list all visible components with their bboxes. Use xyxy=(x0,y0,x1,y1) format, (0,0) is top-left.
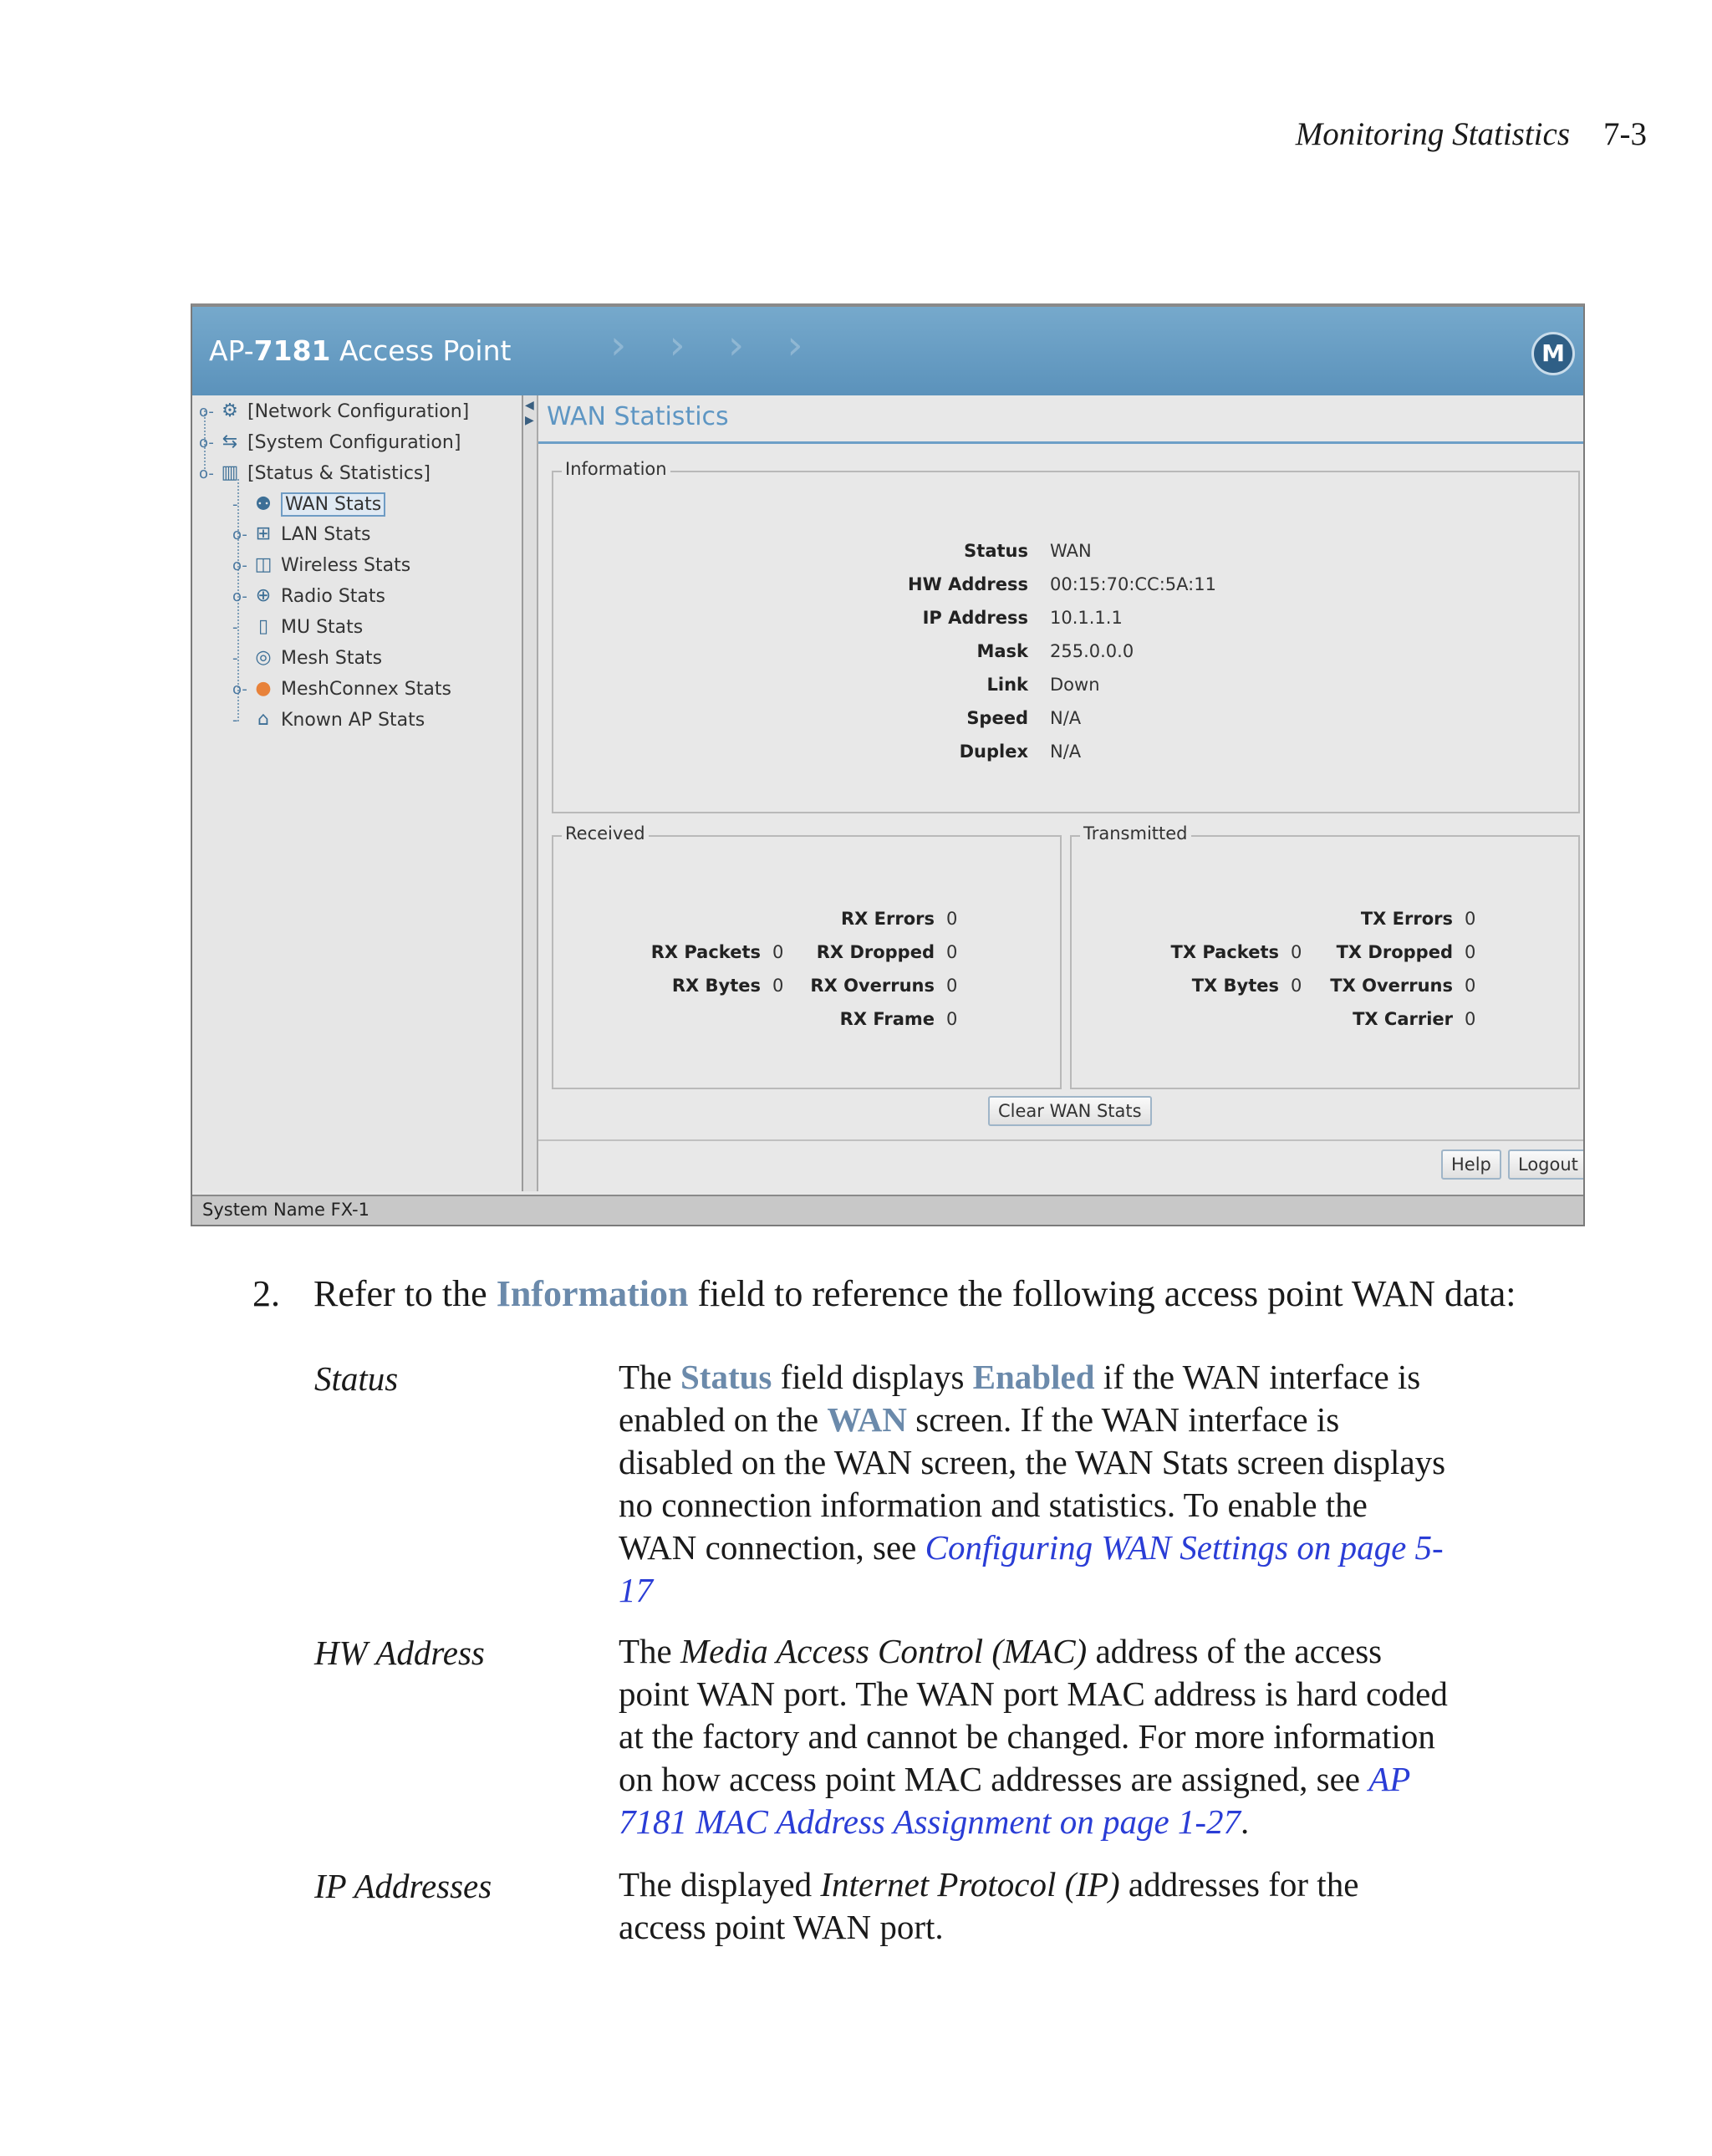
stat-key-label: Mask xyxy=(976,641,1028,661)
term-status: Status xyxy=(314,1359,399,1398)
stat-key-label: RX Overruns xyxy=(810,976,935,996)
step-text: Refer to the Information field to reference the following access point WAN data: xyxy=(313,1273,1516,1314)
meshconnex-icon: ● xyxy=(255,678,272,699)
stat-key-label: TX Bytes xyxy=(1191,976,1279,996)
stat-key-label: TX Dropped xyxy=(1336,942,1453,962)
stat-value: 0 xyxy=(946,1009,958,1029)
stat-value: 0 xyxy=(772,942,784,962)
stat-key xyxy=(777,641,1028,665)
stat-key-label: Speed xyxy=(966,708,1028,728)
button-divider xyxy=(538,1139,1583,1141)
tree-item-known-ap-stats[interactable]: - ⌂ Known AP Stats xyxy=(232,709,425,731)
information-label: Information xyxy=(562,459,670,479)
stat-key xyxy=(777,708,1028,731)
stat-key xyxy=(1202,976,1453,999)
term-hw-address: HW Address xyxy=(314,1634,485,1672)
expand-right-icon[interactable]: ▶ xyxy=(525,414,534,427)
expand-handle-icon[interactable]: o- xyxy=(232,680,247,698)
link-configuring-wan-settings[interactable]: Configuring WAN Settings on page 5- xyxy=(925,1528,1444,1567)
stat-key-label: RX Errors xyxy=(840,909,935,929)
stat-key xyxy=(777,608,1028,631)
stat-value: 0 xyxy=(1291,976,1302,996)
stat-value: 0 xyxy=(1465,1009,1476,1029)
expand-handle-icon[interactable]: o- xyxy=(199,402,214,420)
stat-key xyxy=(1202,1009,1453,1032)
expand-handle-icon[interactable]: o- xyxy=(199,433,214,451)
stat-key xyxy=(777,574,1028,598)
app-title: AP-7181 Access Point xyxy=(209,334,512,367)
stat-value: WAN xyxy=(1050,541,1092,561)
stat-key xyxy=(684,942,935,966)
tree-branch-icon: - xyxy=(232,649,238,667)
tree-item-system-configuration[interactable]: o- ⇆ [System Configuration] xyxy=(199,431,461,453)
stat-key-label: RX Frame xyxy=(839,1009,935,1029)
status-bar: System Name FX-1 xyxy=(192,1195,1583,1225)
transmitted-label: Transmitted xyxy=(1080,823,1191,844)
tree-branch-icon: - xyxy=(232,618,238,636)
app-screenshot xyxy=(191,303,1585,1226)
bar-chart-icon: ▥ xyxy=(221,462,239,483)
stat-value: 10.1.1.1 xyxy=(1050,608,1123,628)
chapter-title: Monitoring Statistics xyxy=(1295,116,1570,152)
description-status: The Status field displays Enabled if the WAN interface is enabled on the WAN screen. If the WAN interface is disabled on the WAN screen, the WAN Stats screen displays no connection information and statistics. To enable the WAN connection, see Configuring WAN Settings on page 5- 17 xyxy=(619,1358,1446,1609)
wan-statistics-panel xyxy=(538,395,1583,1191)
stat-value: N/A xyxy=(1050,708,1082,728)
stat-key-label: RX Bytes xyxy=(671,976,761,996)
stat-value: 0 xyxy=(1291,942,1302,962)
panel-title: WAN Statistics xyxy=(547,402,729,431)
stat-value: 0 xyxy=(946,909,958,929)
link-ap-mac-assignment[interactable]: AP xyxy=(1368,1760,1411,1798)
stat-value: N/A xyxy=(1050,742,1082,762)
tree-branch-icon: - xyxy=(232,711,238,729)
tree-item-mesh-stats[interactable]: - ◎ Mesh Stats xyxy=(232,647,383,669)
stat-key xyxy=(1202,909,1453,932)
stat-key xyxy=(1202,942,1453,966)
title-divider xyxy=(538,441,1583,444)
expand-handle-icon[interactable]: o- xyxy=(232,587,247,605)
tree-branch-icon: - xyxy=(232,496,238,513)
motorola-logo-icon: M xyxy=(1531,332,1575,375)
tree-item-lan-stats[interactable]: o- ⊞ LAN Stats xyxy=(232,523,371,545)
link-configuring-wan-settings-page[interactable]: 17 xyxy=(619,1571,653,1609)
stat-key-label: Status xyxy=(964,541,1028,561)
stat-key xyxy=(684,1009,935,1032)
stat-key xyxy=(684,976,935,999)
wan-stats-icon: ⚉ xyxy=(255,493,272,515)
decorative-arrows-icon: › › › › xyxy=(610,322,818,369)
wireless-stats-icon: ◫ xyxy=(254,554,273,575)
transmitted-group xyxy=(1070,823,1580,1089)
link-ap-mac-assignment-page[interactable]: 7181 MAC Address Assignment on page 1-27 xyxy=(619,1802,1241,1841)
mobile-unit-icon: ▯ xyxy=(257,616,269,637)
stat-key-label: TX Carrier xyxy=(1353,1009,1453,1029)
stat-key-label: RX Packets xyxy=(650,942,761,962)
tree-item-wan-stats[interactable]: - ⚉ WAN Stats xyxy=(232,492,385,517)
stat-key xyxy=(777,675,1028,698)
mesh-stats-icon: ◎ xyxy=(255,647,272,668)
radio-stats-icon: ⊕ xyxy=(255,585,272,606)
clear-wan-stats-button[interactable]: Clear WAN Stats xyxy=(988,1096,1152,1126)
received-group xyxy=(552,823,1062,1089)
stat-value: 0 xyxy=(1465,942,1476,962)
stat-key xyxy=(777,541,1028,564)
tree-item-radio-stats[interactable]: o- ⊕ Radio Stats xyxy=(232,585,385,607)
network-config-icon: ⚙ xyxy=(222,400,238,421)
stat-value: 00:15:70:CC:5A:11 xyxy=(1050,574,1216,594)
expand-handle-icon[interactable]: o- xyxy=(199,464,214,482)
stat-key-label: TX Overruns xyxy=(1330,976,1453,996)
stat-key-label: TX Errors xyxy=(1360,909,1453,929)
page-header xyxy=(1296,115,1647,153)
step-2 xyxy=(252,1272,1516,1315)
stat-value: 0 xyxy=(946,976,958,996)
lan-stats-icon: ⊞ xyxy=(255,523,272,544)
stat-key-label: Link xyxy=(986,675,1028,695)
received-label: Received xyxy=(562,823,649,844)
collapse-left-icon[interactable]: ◀ xyxy=(525,399,534,412)
description-hw-address: The Media Access Control (MAC) address of the access point WAN port. The WAN port MAC address is hard coded at the factory and cannot be changed. For more information on how access point MAC addresses are assigned, see AP 7181 MAC Address Assignment on page 1-27. xyxy=(619,1632,1448,1841)
stat-key-label: HW Address xyxy=(908,574,1028,594)
navigation-tree xyxy=(192,395,523,1191)
tree-item-mu-stats[interactable]: - ▯ MU Stats xyxy=(232,616,364,638)
stat-key xyxy=(684,909,935,932)
transmitted-rows xyxy=(1072,837,1578,1088)
tree-item-meshconnex-stats[interactable]: o- ● MeshConnex Stats xyxy=(232,678,451,700)
expand-handle-icon[interactable]: o- xyxy=(232,525,247,543)
received-rows xyxy=(553,837,1060,1088)
information-rows xyxy=(553,472,1578,812)
stat-value: 0 xyxy=(946,942,958,962)
expand-handle-icon[interactable]: o- xyxy=(232,556,247,574)
system-config-icon: ⇆ xyxy=(222,431,238,452)
tree-item-status-statistics[interactable]: o- ▥ [Status & Statistics] xyxy=(199,462,431,484)
stat-value: 0 xyxy=(1465,976,1476,996)
stat-key-label: Duplex xyxy=(959,742,1028,762)
stat-value: Down xyxy=(1050,675,1100,695)
logout-button[interactable]: Logout xyxy=(1508,1149,1585,1180)
tree-item-network-configuration[interactable]: o- ⚙ [Network Configuration] xyxy=(199,400,470,422)
app-titlebar xyxy=(192,307,1583,398)
step-number: 2. xyxy=(252,1273,280,1314)
description-ip-addresses: The displayed Internet Protocol (IP) addresses for the access point WAN port. xyxy=(619,1865,1359,1946)
page-number: 7-3 xyxy=(1603,116,1647,152)
tree-item-wireless-stats[interactable]: o- ◫ Wireless Stats xyxy=(232,554,411,576)
panel-splitter[interactable] xyxy=(523,395,538,1191)
term-ip-addresses: IP Addresses xyxy=(314,1867,492,1905)
stat-key-label: TX Packets xyxy=(1170,942,1279,962)
help-button[interactable]: Help xyxy=(1441,1149,1501,1180)
stat-key-label: RX Dropped xyxy=(816,942,935,962)
stat-key-label: IP Address xyxy=(922,608,1028,628)
stat-value: 0 xyxy=(772,976,784,996)
stat-value: 0 xyxy=(1465,909,1476,929)
known-ap-icon: ⌂ xyxy=(257,709,269,730)
information-group xyxy=(552,459,1580,813)
stat-key xyxy=(777,742,1028,765)
stat-value: 255.0.0.0 xyxy=(1050,641,1134,661)
